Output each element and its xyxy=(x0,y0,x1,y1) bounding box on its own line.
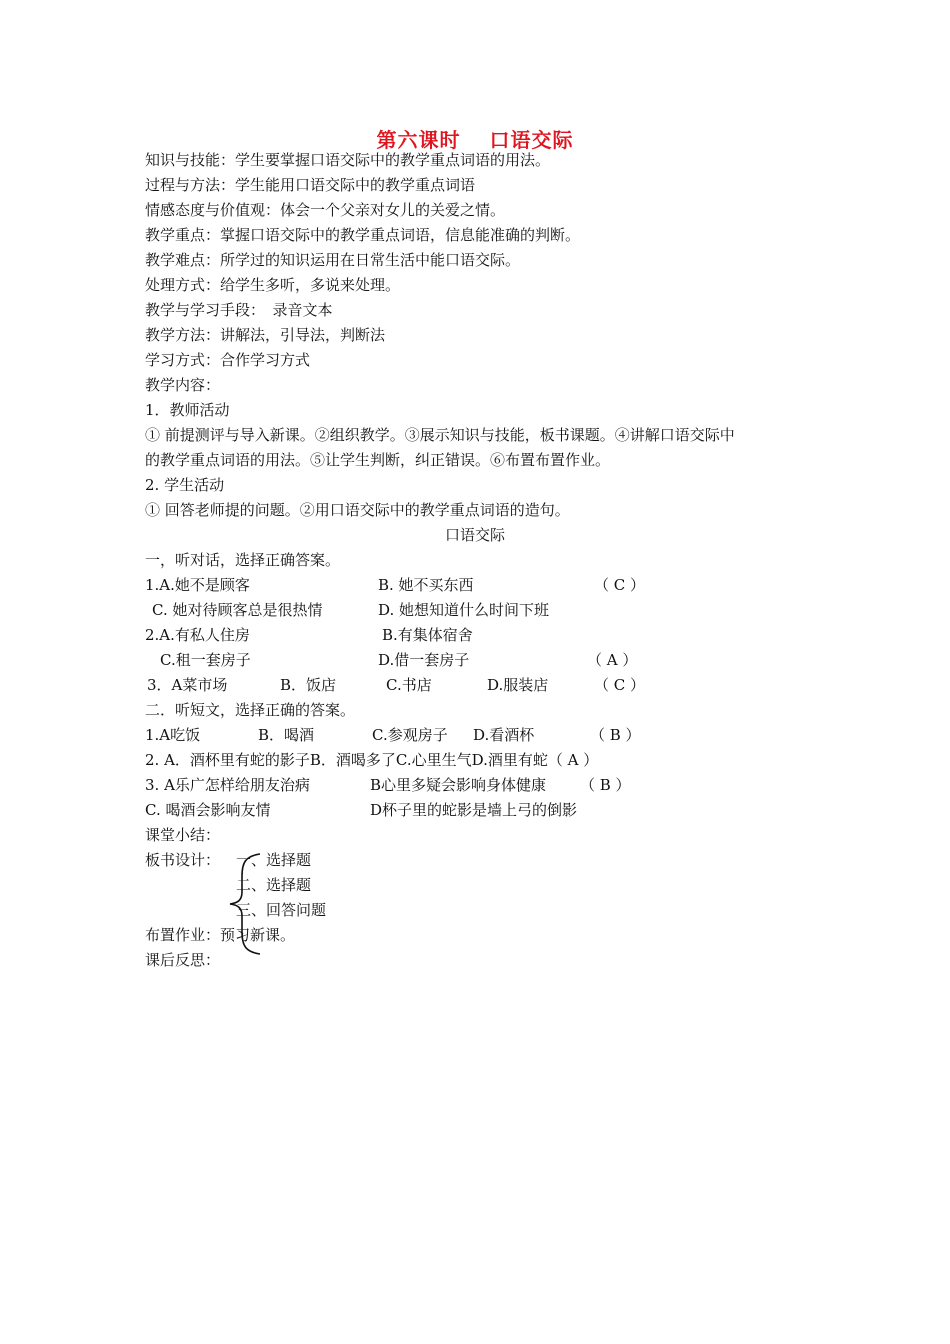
p2q3-answer: （ B ） xyxy=(580,776,631,794)
p2q3-option-c: C. 喝酒会影响友情 xyxy=(145,801,271,819)
student-activity-line: ① 回答老师提的问题。②用口语交际中的教学重点词语的造句。 xyxy=(145,501,570,519)
objective-knowledge: 知识与技能：学生要掌握口语交际中的教学重点词语的用法。 xyxy=(145,151,551,169)
p2q1-option-c: C.参观房子 xyxy=(372,726,448,744)
teacher-activity-line2: 的教学重点词语的用法。⑤让学生判断，纠正错误。⑥布置布置作业。 xyxy=(145,451,611,469)
part2-heading: 二．听短文，选择正确的答案。 xyxy=(145,701,356,719)
homework-line: 布置作业：预习新课。 xyxy=(145,926,296,944)
reflection-label: 课后反思： xyxy=(145,951,221,969)
teaching-difficulty: 教学难点：所学过的知识运用在日常生活中能口语交际。 xyxy=(145,251,521,269)
q2-option-c: C.租一套房子 xyxy=(160,651,251,669)
p2q1-option-a: 1.A吃饭 xyxy=(145,726,201,744)
q1-option-b: B. 她不买东西 xyxy=(378,576,474,594)
p2q1-option-b: B．喝酒 xyxy=(258,726,315,744)
teacher-activity-heading: 1．教师活动 xyxy=(145,401,230,419)
q3-answer: （ C ） xyxy=(594,676,646,694)
p2q3-option-d: D杯子里的蛇影是墙上弓的倒影 xyxy=(370,801,578,819)
p2q2-line: 2. A．酒杯里有蛇的影子B．酒喝多了C.心里生气D.酒里有蛇（ A ） xyxy=(145,751,599,769)
class-summary-label: 课堂小结： xyxy=(145,826,221,844)
q3-option-c: C.书店 xyxy=(386,676,432,694)
p2q3-option-a: 3. A乐广怎样给朋友治病 xyxy=(145,776,310,794)
section-title: 口语交际 xyxy=(444,526,505,544)
board-item-1: 一、选择题 xyxy=(236,851,312,869)
part1-heading: 一，听对话，选择正确答案。 xyxy=(145,551,341,569)
q1-option-d: D. 她想知道什么时间下班 xyxy=(378,601,550,619)
page-title: 第六课时 口语交际 xyxy=(376,128,574,152)
q2-answer: （ A ） xyxy=(587,651,638,669)
handling-method: 处理方式：给学生多听，多说来处理。 xyxy=(145,276,401,294)
p2q1-option-d: D.看酒杯 xyxy=(473,726,535,744)
p2q3-option-b: B心里多疑会影响身体健康 xyxy=(370,776,547,794)
p2q1-answer: （ B ） xyxy=(590,726,641,744)
teacher-activity-line1: ① 前提测评与导入新课。②组织教学。③展示知识与技能，板书课题。④讲解口语交际中 xyxy=(145,426,735,444)
objective-attitude: 情感态度与价值观：体会一个父亲对女儿的关爱之情。 xyxy=(145,201,506,219)
q2-option-a: 2.A.有私人住房 xyxy=(145,626,250,644)
objective-process: 过程与方法：学生能用口语交际中的教学重点词语 xyxy=(145,176,476,194)
teaching-focus: 教学重点：掌握口语交际中的教学重点词语，信息能准确的判断。 xyxy=(145,226,581,244)
teaching-methods: 教学方法：讲解法，引导法，判断法 xyxy=(145,326,386,344)
q2-option-d: D.借一套房子 xyxy=(378,651,470,669)
student-activity-heading: 2. 学生活动 xyxy=(145,476,225,494)
q3-option-a: 3．A菜市场 xyxy=(147,676,228,694)
teaching-content-label: 教学内容： xyxy=(145,376,221,394)
q3-option-d: D.服装店 xyxy=(487,676,549,694)
q1-answer: （ C ） xyxy=(594,576,646,594)
q2-option-b: B.有集体宿舍 xyxy=(382,626,473,644)
learning-style: 学习方式：合作学习方式 xyxy=(145,351,311,369)
board-item-2: 二、选择题 xyxy=(236,876,312,894)
teaching-means: 教学与学习手段： 录音文本 xyxy=(145,301,333,319)
q1-option-c: C. 她对待顾客总是很热情 xyxy=(152,601,323,619)
q1-option-a: 1.A.她不是顾客 xyxy=(145,576,250,594)
q3-option-b: B．饭店 xyxy=(280,676,337,694)
board-design-label: 板书设计： xyxy=(145,851,221,869)
board-item-3: 三、回答问题 xyxy=(236,901,327,919)
